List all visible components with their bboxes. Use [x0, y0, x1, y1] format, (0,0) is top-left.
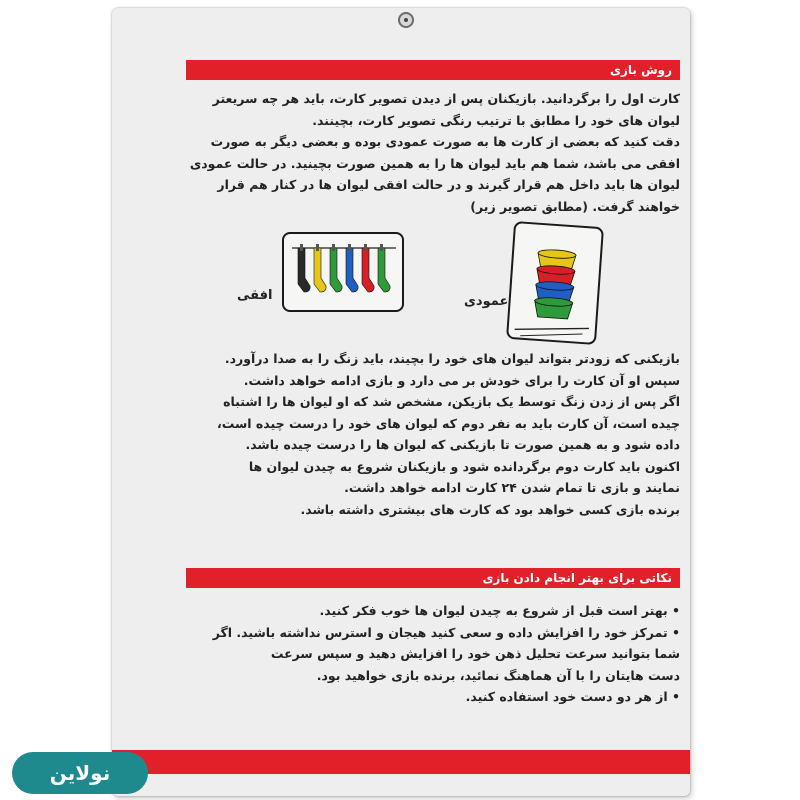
sock-icon [362, 248, 374, 292]
clothespin-icon [316, 244, 319, 251]
clothespin-icon [380, 244, 383, 251]
text-line: اگر پس از زدن زنگ توسط یک بازیکن، مشخص شد که او لیوان ها را اشتباه [223, 394, 680, 409]
stacked-cups-icon [508, 223, 602, 343]
text-line: لیوان های خود را مطابق با ترتیب رنگی تصویر کارت، بچینند. [312, 112, 680, 128]
text-line: بازیکنی که زودتر بتواند لیوان های خود را بچیند، باید زنگ را به صدا درآورد. [224, 351, 680, 366]
list-item: • از هر دو دست خود استفاده کنید. [465, 689, 680, 704]
text-line: دقت کنید که بعضی از کارت ها به صورت عمودی بوده و بعضی دیگر به صورت [210, 134, 680, 149]
gameplay-paragraph [160, 348, 680, 520]
clothespin-icon [348, 244, 351, 251]
horizontal-card-image [282, 232, 404, 312]
horizontal-label: افقی [237, 288, 273, 303]
text-line: برنده بازی کسی خواهد بود که کارت های بیشتری داشته باشد. [300, 501, 680, 517]
socks-on-line-icon [284, 234, 402, 310]
brand-badge: نولاین [12, 752, 148, 794]
list-item: دست هایتان را با آن هماهنگ نمائید، برنده بازی خواهید بود. [316, 667, 680, 683]
text-line: چیده است، آن کارت باید به نفر دوم که لیوان های خود را درست چیده است، [216, 415, 680, 431]
sock-icon [378, 248, 390, 292]
sock-icon [346, 248, 358, 292]
text-line: افقی می باشد، شما هم باید لیوان ها را به همین صورت بچینید. در حالت عمودی [189, 155, 680, 171]
text-line: اکنون باید کارت دوم برگردانده شود و بازیکنان شروع به چیدن لیوان ها [248, 458, 680, 474]
text-line: کارت اول را برگردانید. بازیکنان پس از دیدن تصویر کارت، باید هر چه سریعتر [212, 91, 680, 106]
text-line: سپس او آن کارت را برای خودش بر می دارد و بازی ادامه خواهد داشت. [243, 372, 680, 388]
tips-list [160, 600, 680, 708]
instruction-sheet [112, 8, 690, 796]
list-item: • بهتر است قبل از شروع به چیدن لیوان ها خوب فکر کنید. [319, 603, 680, 618]
text-line: لیوان ها باید داخل هم قرار گیرند و در حالت افقی لیوان ها در کنار هم قرار [217, 177, 680, 192]
clothespin-icon [364, 244, 367, 251]
vertical-card-image [506, 221, 604, 345]
sock-icon [314, 248, 326, 292]
clothespin-icon [300, 244, 303, 251]
vertical-label: عمودی [464, 294, 509, 309]
section-header-tips: نکاتی برای بهتر انجام دادن بازی [186, 568, 680, 588]
list-item: • تمرکز خود را افزایش داده و سعی کنید هیجان و استرس نداشته باشید. اگر [212, 624, 680, 640]
clothespin-icon [332, 244, 335, 251]
bottom-red-band [112, 750, 690, 774]
rules-paragraph [160, 88, 680, 217]
text-line: خواهند گرفت. (مطابق تصویر زیر) [470, 198, 680, 214]
punch-hole [398, 12, 414, 28]
list-item: شما بتوانید سرعت تحلیل ذهن خود را افزایش دهید و سپس سرعت [270, 646, 680, 661]
text-line: نمایند و بازی تا تمام شدن ۲۴ کارت ادامه خواهد داشت. [344, 480, 680, 495]
sock-icon [298, 248, 310, 292]
sock-icon [330, 248, 342, 292]
section-header-rules: روش بازی [186, 60, 680, 80]
text-line: داده شود و به همین صورت تا بازیکنی که لیوان ها را درست چیده باشد. [245, 437, 680, 452]
